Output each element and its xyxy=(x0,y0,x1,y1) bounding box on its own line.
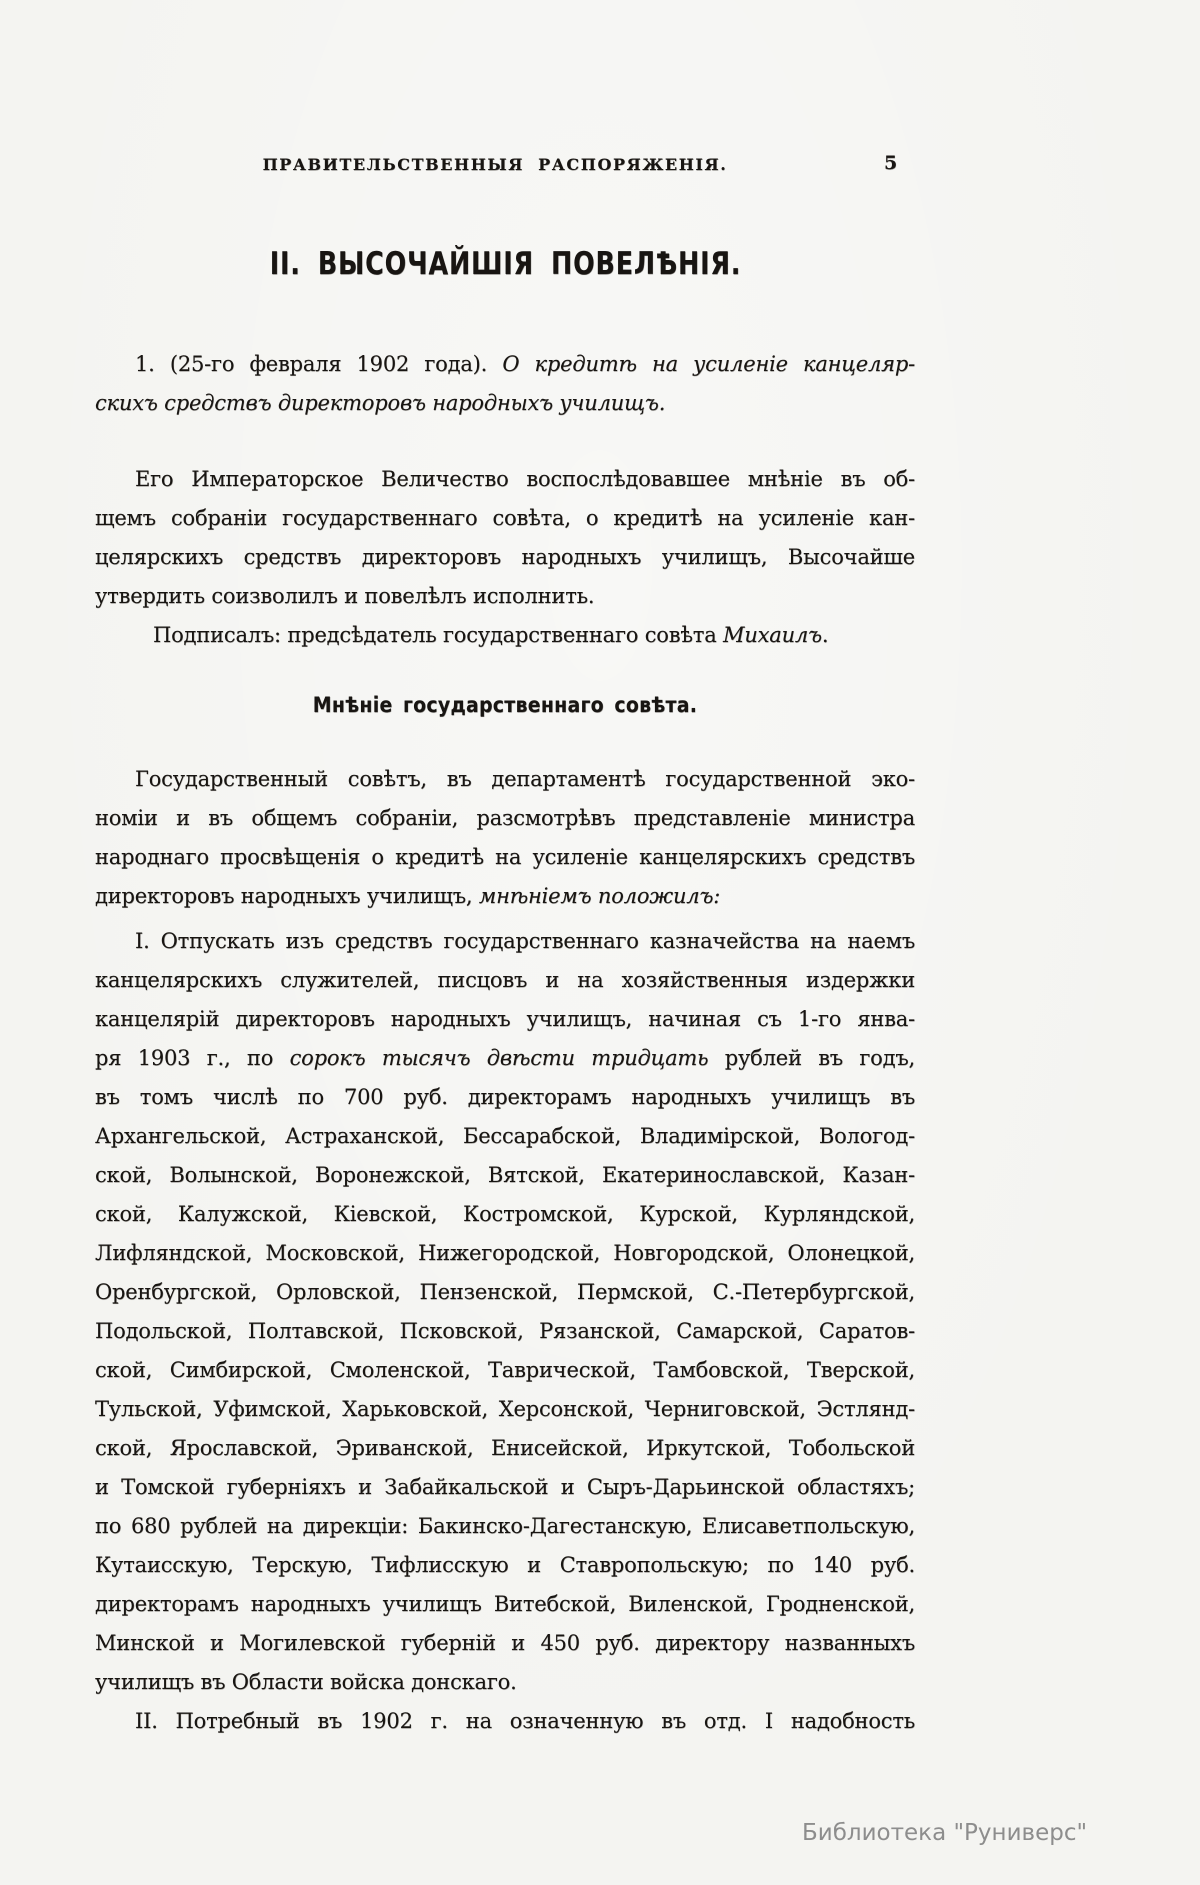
text-segment: ской, Калужской, Кіевской, Костромской, Курской, Курляндской, xyxy=(95,1202,915,1226)
text-segment: директоровъ народныхъ училищъ, xyxy=(95,884,479,908)
text-line xyxy=(95,1234,915,1273)
council-opinion-subheading: Мнѣніе государственнаго совѣта. xyxy=(312,693,698,717)
text-segment: Архангельской, Астраханской, Бессарабской, Владимірской, Вологод- xyxy=(95,1124,915,1148)
text-line xyxy=(95,499,915,538)
section-two-paragraph xyxy=(95,1702,915,1741)
text-line xyxy=(95,1195,915,1234)
text-line xyxy=(95,538,915,577)
text-line xyxy=(95,922,915,961)
italic-text-segment: мнѣніемъ положилъ: xyxy=(478,884,721,908)
text-segment: целярскихъ средствъ директоровъ народныхъ училищъ, Высочайше xyxy=(95,545,915,569)
text-line xyxy=(95,961,915,1000)
decree-date-and-subject xyxy=(95,345,915,423)
italic-text-segment: Михаилъ xyxy=(723,623,822,647)
document-body xyxy=(95,345,915,1741)
section-one-paragraph xyxy=(95,922,915,1702)
text-line xyxy=(95,1117,915,1156)
text-segment: Оренбургской, Орловской, Пензенской, Пермской, С.-Петербургской, xyxy=(95,1280,915,1304)
text-line xyxy=(95,1390,915,1429)
text-line xyxy=(95,384,915,423)
page-number: 5 xyxy=(884,152,898,174)
text-segment: въ томъ числѣ по 700 руб. директорамъ народныхъ училищъ въ xyxy=(95,1085,915,1109)
text-line xyxy=(95,1624,915,1663)
text-segment: рублей въ годъ, xyxy=(708,1046,915,1070)
text-line xyxy=(95,1078,915,1117)
italic-text-segment: скихъ средствъ директоровъ народныхъ училищъ. xyxy=(95,391,666,415)
text-segment: утвердить соизволилъ и повелѣлъ исполнить. xyxy=(95,584,595,608)
text-segment: канцелярскихъ служителей, писцовъ и на хозяйственныя издержки xyxy=(95,968,915,992)
text-line xyxy=(95,1585,915,1624)
text-line xyxy=(95,1702,915,1741)
text-line xyxy=(95,616,915,655)
text-segment: номіи и въ общемъ собраніи, разсмотрѣвъ представленіе министра xyxy=(95,806,915,830)
council-opinion-intro-paragraph xyxy=(95,760,915,916)
text-line xyxy=(95,877,915,916)
italic-text-segment: О кредитѣ на усиленіе канцеляр- xyxy=(502,352,915,376)
text-segment: ской, Ярославской, Эриванской, Енисейской, Иркутской, Тобольской xyxy=(95,1436,915,1460)
text-segment: I. Отпускать изъ средствъ государственнаго казначейства на наемъ xyxy=(135,929,915,953)
text-segment: канцелярій директоровъ народныхъ училищъ, начиная съ 1-го янва- xyxy=(95,1007,915,1031)
imperial-confirmation-paragraph xyxy=(95,460,915,655)
text-line xyxy=(95,838,915,877)
text-segment: Тульской, Уфимской, Харьковской, Херсонской, Черниговской, Эстлянд- xyxy=(95,1397,915,1421)
text-segment: ря 1903 г., по xyxy=(95,1046,290,1070)
text-line xyxy=(95,1039,915,1078)
section-title-text: II. ВЫСОЧАЙШІЯ ПОВЕЛѢНІЯ. xyxy=(269,246,741,282)
text-segment: Подольской, Полтавской, Псковской, Рязанской, Самарской, Саратов- xyxy=(95,1319,915,1343)
text-line xyxy=(95,1468,915,1507)
text-segment: 1. (25-го февраля 1902 года). xyxy=(135,352,503,376)
text-line xyxy=(95,460,915,499)
text-line xyxy=(95,1546,915,1585)
library-watermark: Библиотека "Руниверс" xyxy=(802,1820,1088,1846)
text-segment: по 680 рублей на дирекціи: Бакинско-Дагестанскую, Елисаветпольскую, xyxy=(95,1514,915,1538)
text-segment: щемъ собраніи государственнаго совѣта, о кредитѣ на усиленіе кан- xyxy=(95,506,915,530)
text-line xyxy=(95,1273,915,1312)
text-line xyxy=(95,799,915,838)
text-segment: народнаго просвѣщенія о кредитѣ на усиленіе канцелярскихъ средствъ xyxy=(95,845,915,869)
italic-text-segment: сорокъ тысячъ двѣсти тридцать xyxy=(289,1046,709,1070)
text-segment: Кутаисскую, Терскую, Тифлисскую и Ставропольскую; по 140 руб. xyxy=(95,1553,915,1577)
text-segment: ской, Волынской, Воронежской, Вятской, Екатеринославской, Казан- xyxy=(95,1163,915,1187)
section-title xyxy=(95,246,915,282)
text-segment: Минской и Могилевской губерній и 450 руб. директору названныхъ xyxy=(95,1631,915,1655)
text-segment: директорамъ народныхъ училищъ Витебской, Виленской, Гродненской, xyxy=(95,1592,915,1616)
text-segment: училищъ въ Области войска донскаго. xyxy=(95,1670,517,1694)
text-line xyxy=(95,1156,915,1195)
text-segment: Лифляндской, Московской, Нижегородской, Новгородской, Олонецкой, xyxy=(95,1241,915,1265)
text-segment: и Томской губерніяхъ и Забайкальской и Сыръ-Дарьинской областяхъ; xyxy=(95,1475,915,1499)
text-line xyxy=(95,1429,915,1468)
text-line xyxy=(95,1000,915,1039)
text-segment: Подписалъ: предсѣдатель государственнаго совѣта xyxy=(153,623,724,647)
text-line xyxy=(95,1663,915,1702)
text-line xyxy=(95,760,915,799)
text-line xyxy=(95,345,915,384)
text-line xyxy=(95,1507,915,1546)
text-segment: Государственный совѣтъ, въ департаментѣ государственной эко- xyxy=(135,767,915,791)
text-segment: . xyxy=(821,623,829,647)
text-line xyxy=(95,1351,915,1390)
text-segment: ской, Симбирской, Смоленской, Таврической, Тамбовской, Тверской, xyxy=(95,1358,915,1382)
text-segment: Его Императорское Величество воспослѣдовавшее мнѣніе въ об- xyxy=(135,467,915,491)
text-line xyxy=(95,1312,915,1351)
text-segment: II. Потребный въ 1902 г. на означенную въ отд. I надобность xyxy=(135,1709,915,1733)
running-header: ПРАВИТЕЛЬСТВЕННЫЯ РАСПОРЯЖЕНІЯ. xyxy=(262,155,728,174)
text-line xyxy=(95,577,915,616)
